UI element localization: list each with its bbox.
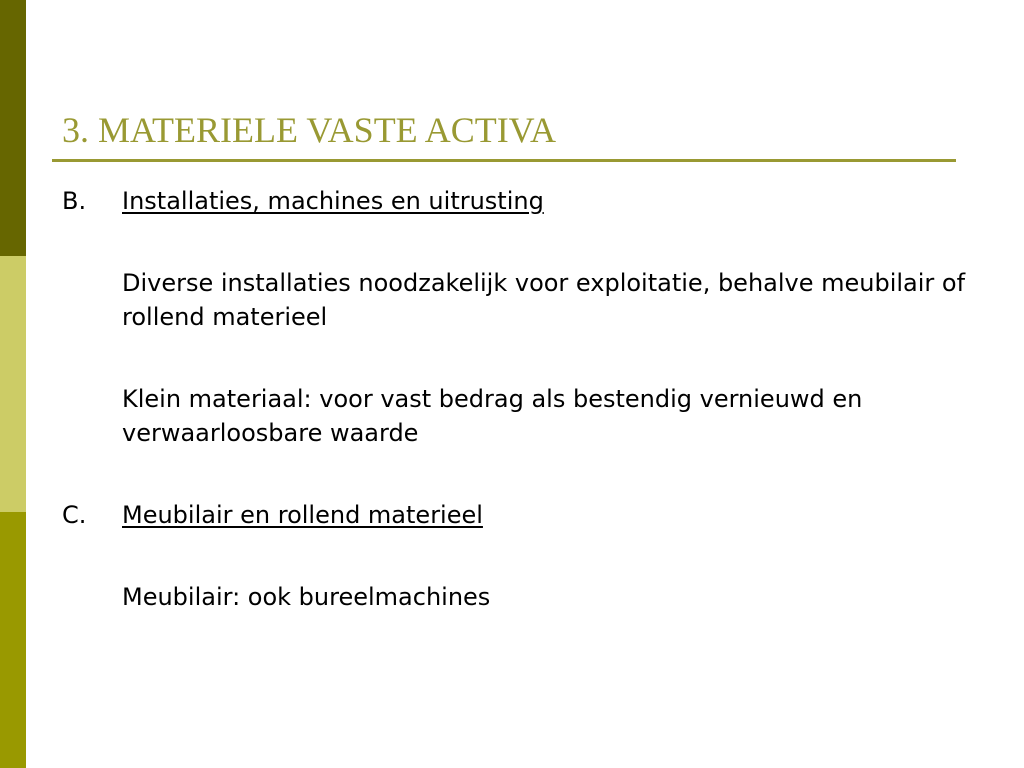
section-b-title: Installaties, machines en uitrusting bbox=[122, 187, 544, 215]
section-b-marker: B. bbox=[62, 187, 87, 215]
section-c-heading bbox=[62, 498, 982, 532]
section-c-paragraph-1: Meubilair: ook bureelmachines bbox=[122, 583, 491, 611]
slide-title: 3. MATERIELE VASTE ACTIVA bbox=[62, 110, 557, 150]
side-bar-bottom-segment bbox=[0, 512, 26, 768]
section-c-marker: C. bbox=[62, 501, 87, 529]
slide-content bbox=[62, 184, 982, 614]
section-b-paragraph-1: Diverse installaties noodzakelijk voor exploitatie, behalve meubilair of rollend materieel bbox=[122, 269, 966, 331]
section-b-paragraph-2: Klein materiaal: voor vast bedrag als bestendig vernieuwd en verwaarloosbare waarde bbox=[122, 385, 863, 447]
side-bar-top-segment bbox=[0, 0, 26, 256]
section-b-heading bbox=[62, 184, 982, 218]
title-underline-rule bbox=[52, 159, 956, 162]
section-c-title: Meubilair en rollend materieel bbox=[122, 501, 483, 529]
side-bar-middle-segment bbox=[0, 256, 26, 512]
